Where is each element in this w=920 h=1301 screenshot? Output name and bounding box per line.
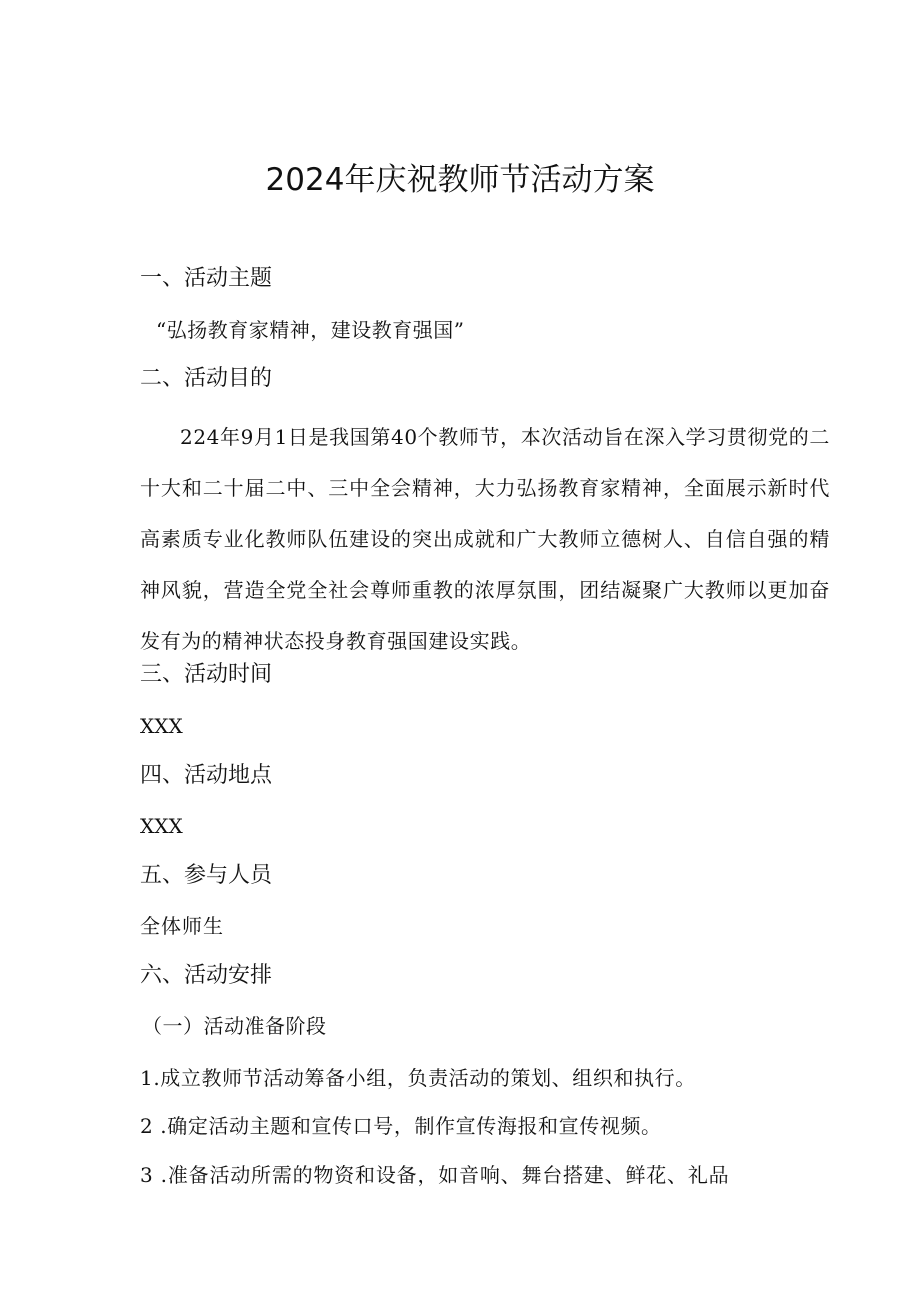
list-item: 3 .准备活动所需的物资和设备，如音响、舞台搭建、鲜花、礼品 bbox=[140, 1163, 730, 1187]
participants-value: 全体师生 bbox=[140, 914, 224, 938]
activity-location-value: XXX bbox=[140, 814, 183, 838]
section-heading-purpose: 二、活动目的 bbox=[140, 366, 273, 391]
section-heading-location: 四、活动地点 bbox=[140, 763, 273, 788]
list-item: 1.成立教师节活动筹备小组，负责活动的策划、组织和执行。 bbox=[140, 1066, 696, 1090]
section-heading-participants: 五、参与人员 bbox=[140, 863, 273, 888]
document-title: 2024年庆祝教师节活动方案 bbox=[265, 162, 655, 198]
section-heading-time: 三、活动时间 bbox=[140, 662, 273, 687]
theme-slogan: “弘扬教育家精神，建设教育强国” bbox=[156, 318, 465, 342]
activity-time-value: XXX bbox=[140, 714, 183, 738]
purpose-paragraph: 224年9月1日是我国第40个教师节，本次活动旨在深入学习贯彻党的二十大和二十届二中、三中全会精神，大力弘扬教育家精神，全面展示新时代高素质专业化教师队伍建设的突出成就和广大教师立德树人、自信自强的精神风貌，营造全党全社会尊师重教的浓厚氛围，团结凝聚广大教师以更加奋发有为的精神状态投身教育强国建设实践。 bbox=[140, 425, 830, 653]
section-heading-theme: 一、活动主题 bbox=[140, 266, 273, 291]
subheading-preparation-stage: （一）活动准备阶段 bbox=[142, 1014, 327, 1038]
list-item: 2 .确定活动主题和宣传口号，制作宣传海报和宣传视频。 bbox=[140, 1114, 662, 1138]
section-heading-arrangement: 六、活动安排 bbox=[140, 963, 273, 988]
